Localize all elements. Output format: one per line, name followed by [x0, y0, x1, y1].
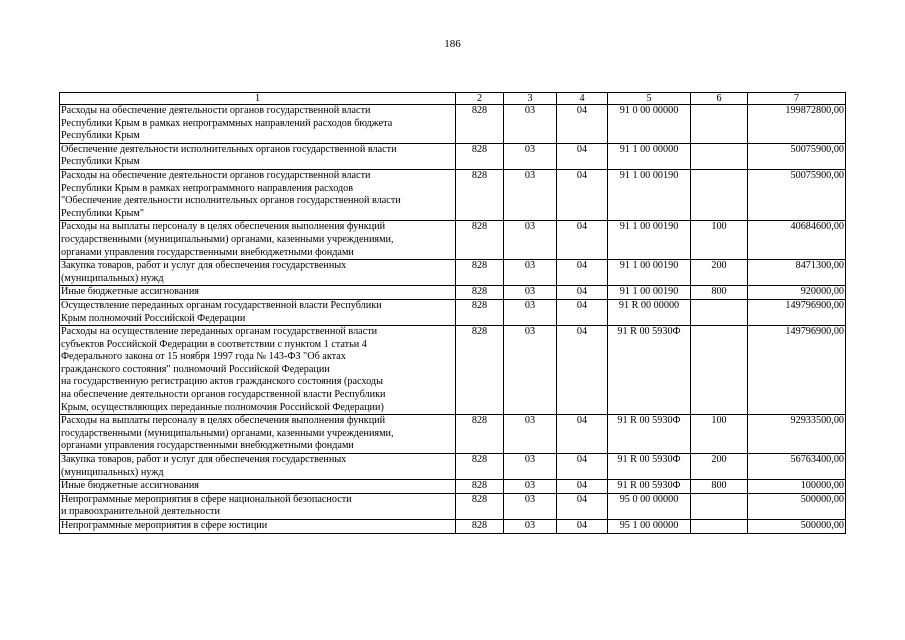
amount-cell: 40684600,00	[748, 221, 846, 260]
expense-kind-code-cell	[691, 143, 748, 169]
target-article-code-cell: 95 0 00 00000	[608, 493, 691, 519]
subsection-code-cell: 04	[557, 493, 608, 519]
subsection-code-cell: 04	[557, 260, 608, 286]
column-header-4: 4	[557, 93, 608, 105]
subsection-code-cell: 04	[557, 415, 608, 454]
target-article-code-cell: 91 1 00 00190	[608, 221, 691, 260]
table-row	[60, 143, 846, 169]
budget-table	[59, 92, 846, 534]
item-name-cell: Расходы на обеспечение деятельности органов государственной власти Республики Крым в рамках непрограммных направлений расходов бюджета Республики Крым	[60, 105, 456, 144]
target-article-code-cell: 91 R 00 00000	[608, 299, 691, 325]
ministry-code-cell: 828	[456, 299, 504, 325]
ministry-code-cell: 828	[456, 286, 504, 300]
column-header-5: 5	[608, 93, 691, 105]
expense-kind-code-cell	[691, 326, 748, 415]
column-header-1: 1	[60, 93, 456, 105]
page-number: 186	[444, 38, 461, 50]
target-article-code-cell: 91 R 00 5930Ф	[608, 480, 691, 494]
table-row	[60, 454, 846, 480]
target-article-code-cell: 91 R 00 5930Ф	[608, 454, 691, 480]
ministry-code-cell: 828	[456, 326, 504, 415]
column-header-3: 3	[504, 93, 557, 105]
item-name-cell: Расходы на осуществление переданных органам государственной власти субъектов Российской Федерации в соответствии с пунктом 1 статьи 4 Федерального закона от 15 ноября 1997 года № 143-ФЗ "Об актах гражданского состояния" полномочий Российской Федерации на государственную регистрацию актов гражданского состояния (расходы на обеспечение деятельности органов государственной власти Республики Крым, осуществляющих переданные полномочия Российской Федерации)	[60, 326, 456, 415]
item-name-cell: Непрограммные мероприятия в сфере национальной безопасности и правоохранительной деятельности	[60, 493, 456, 519]
subsection-code-cell: 04	[557, 143, 608, 169]
table-row	[60, 169, 846, 220]
ministry-code-cell: 828	[456, 493, 504, 519]
amount-cell: 50075900,00	[748, 143, 846, 169]
ministry-code-cell: 828	[456, 105, 504, 144]
target-article-code-cell: 91 R 00 5930Ф	[608, 415, 691, 454]
ministry-code-cell: 828	[456, 415, 504, 454]
item-name-cell: Иные бюджетные ассигнования	[60, 480, 456, 494]
item-name-cell: Иные бюджетные ассигнования	[60, 286, 456, 300]
amount-cell: 920000,00	[748, 286, 846, 300]
target-article-code-cell: 91 R 00 5930Ф	[608, 326, 691, 415]
expense-kind-code-cell	[691, 520, 748, 534]
table-row	[60, 260, 846, 286]
section-code-cell: 03	[504, 299, 557, 325]
item-name-cell: Расходы на выплаты персоналу в целях обеспечения выполнения функций государственными (муниципальными) органами, казенными учреждениями, органами управления государственными внебюджетными фондами	[60, 415, 456, 454]
amount-cell: 92933500,00	[748, 415, 846, 454]
table-row	[60, 221, 846, 260]
expense-kind-code-cell	[691, 169, 748, 220]
ministry-code-cell: 828	[456, 260, 504, 286]
section-code-cell: 03	[504, 221, 557, 260]
subsection-code-cell: 04	[557, 520, 608, 534]
section-code-cell: 03	[504, 454, 557, 480]
amount-cell: 149796900,00	[748, 326, 846, 415]
item-name-cell: Расходы на выплаты персоналу в целях обеспечения выполнения функций государственными (муниципальными) органами, казенными учреждениями, органами управления государственными внебюджетными фондами	[60, 221, 456, 260]
amount-cell: 50075900,00	[748, 169, 846, 220]
amount-cell: 500000,00	[748, 520, 846, 534]
section-code-cell: 03	[504, 286, 557, 300]
expense-kind-code-cell: 800	[691, 480, 748, 494]
section-code-cell: 03	[504, 105, 557, 144]
expense-kind-code-cell	[691, 105, 748, 144]
subsection-code-cell: 04	[557, 286, 608, 300]
amount-cell: 100000,00	[748, 480, 846, 494]
amount-cell: 56763400,00	[748, 454, 846, 480]
table-body	[60, 105, 846, 534]
item-name-cell: Обеспечение деятельности исполнительных органов государственной власти Республики Крым	[60, 143, 456, 169]
item-name-cell: Осуществление переданных органам государственной власти Республики Крым полномочий Российской Федерации	[60, 299, 456, 325]
section-code-cell: 03	[504, 520, 557, 534]
ministry-code-cell: 828	[456, 520, 504, 534]
target-article-code-cell: 91 1 00 00000	[608, 143, 691, 169]
expense-kind-code-cell: 200	[691, 260, 748, 286]
expense-kind-code-cell	[691, 299, 748, 325]
amount-cell: 8471300,00	[748, 260, 846, 286]
section-code-cell: 03	[504, 415, 557, 454]
column-header-2: 2	[456, 93, 504, 105]
section-code-cell: 03	[504, 260, 557, 286]
item-name-cell: Расходы на обеспечение деятельности органов государственной власти Республики Крым в рамках непрограммного направления расходов "Обеспечение деятельности исполнительных органов государственной власти Республики Крым"	[60, 169, 456, 220]
target-article-code-cell: 91 1 00 00190	[608, 286, 691, 300]
subsection-code-cell: 04	[557, 326, 608, 415]
table-row	[60, 493, 846, 519]
ministry-code-cell: 828	[456, 169, 504, 220]
target-article-code-cell: 91 1 00 00190	[608, 169, 691, 220]
ministry-code-cell: 828	[456, 143, 504, 169]
subsection-code-cell: 04	[557, 454, 608, 480]
item-name-cell: Закупка товаров, работ и услуг для обеспечения государственных (муниципальных) нужд	[60, 454, 456, 480]
section-code-cell: 03	[504, 480, 557, 494]
item-name-cell: Закупка товаров, работ и услуг для обеспечения государственных (муниципальных) нужд	[60, 260, 456, 286]
target-article-code-cell: 91 0 00 00000	[608, 105, 691, 144]
table-row	[60, 415, 846, 454]
amount-cell: 199872800,00	[748, 105, 846, 144]
item-name-cell: Непрограммные мероприятия в сфере юстиции	[60, 520, 456, 534]
section-code-cell: 03	[504, 169, 557, 220]
header-row	[60, 93, 846, 105]
expense-kind-code-cell: 100	[691, 415, 748, 454]
ministry-code-cell: 828	[456, 480, 504, 494]
expense-kind-code-cell: 100	[691, 221, 748, 260]
expense-kind-code-cell	[691, 493, 748, 519]
subsection-code-cell: 04	[557, 105, 608, 144]
section-code-cell: 03	[504, 493, 557, 519]
column-header-6: 6	[691, 93, 748, 105]
ministry-code-cell: 828	[456, 221, 504, 260]
expense-kind-code-cell: 200	[691, 454, 748, 480]
table-row	[60, 520, 846, 534]
target-article-code-cell: 95 1 00 00000	[608, 520, 691, 534]
table-row	[60, 299, 846, 325]
amount-cell: 500000,00	[748, 493, 846, 519]
ministry-code-cell: 828	[456, 454, 504, 480]
column-header-7: 7	[748, 93, 846, 105]
subsection-code-cell: 04	[557, 169, 608, 220]
amount-cell: 149796900,00	[748, 299, 846, 325]
table-row	[60, 105, 846, 144]
section-code-cell: 03	[504, 326, 557, 415]
table-row	[60, 480, 846, 494]
table-row	[60, 286, 846, 300]
subsection-code-cell: 04	[557, 299, 608, 325]
table-row	[60, 326, 846, 415]
subsection-code-cell: 04	[557, 480, 608, 494]
expense-kind-code-cell: 800	[691, 286, 748, 300]
subsection-code-cell: 04	[557, 221, 608, 260]
target-article-code-cell: 91 1 00 00190	[608, 260, 691, 286]
section-code-cell: 03	[504, 143, 557, 169]
